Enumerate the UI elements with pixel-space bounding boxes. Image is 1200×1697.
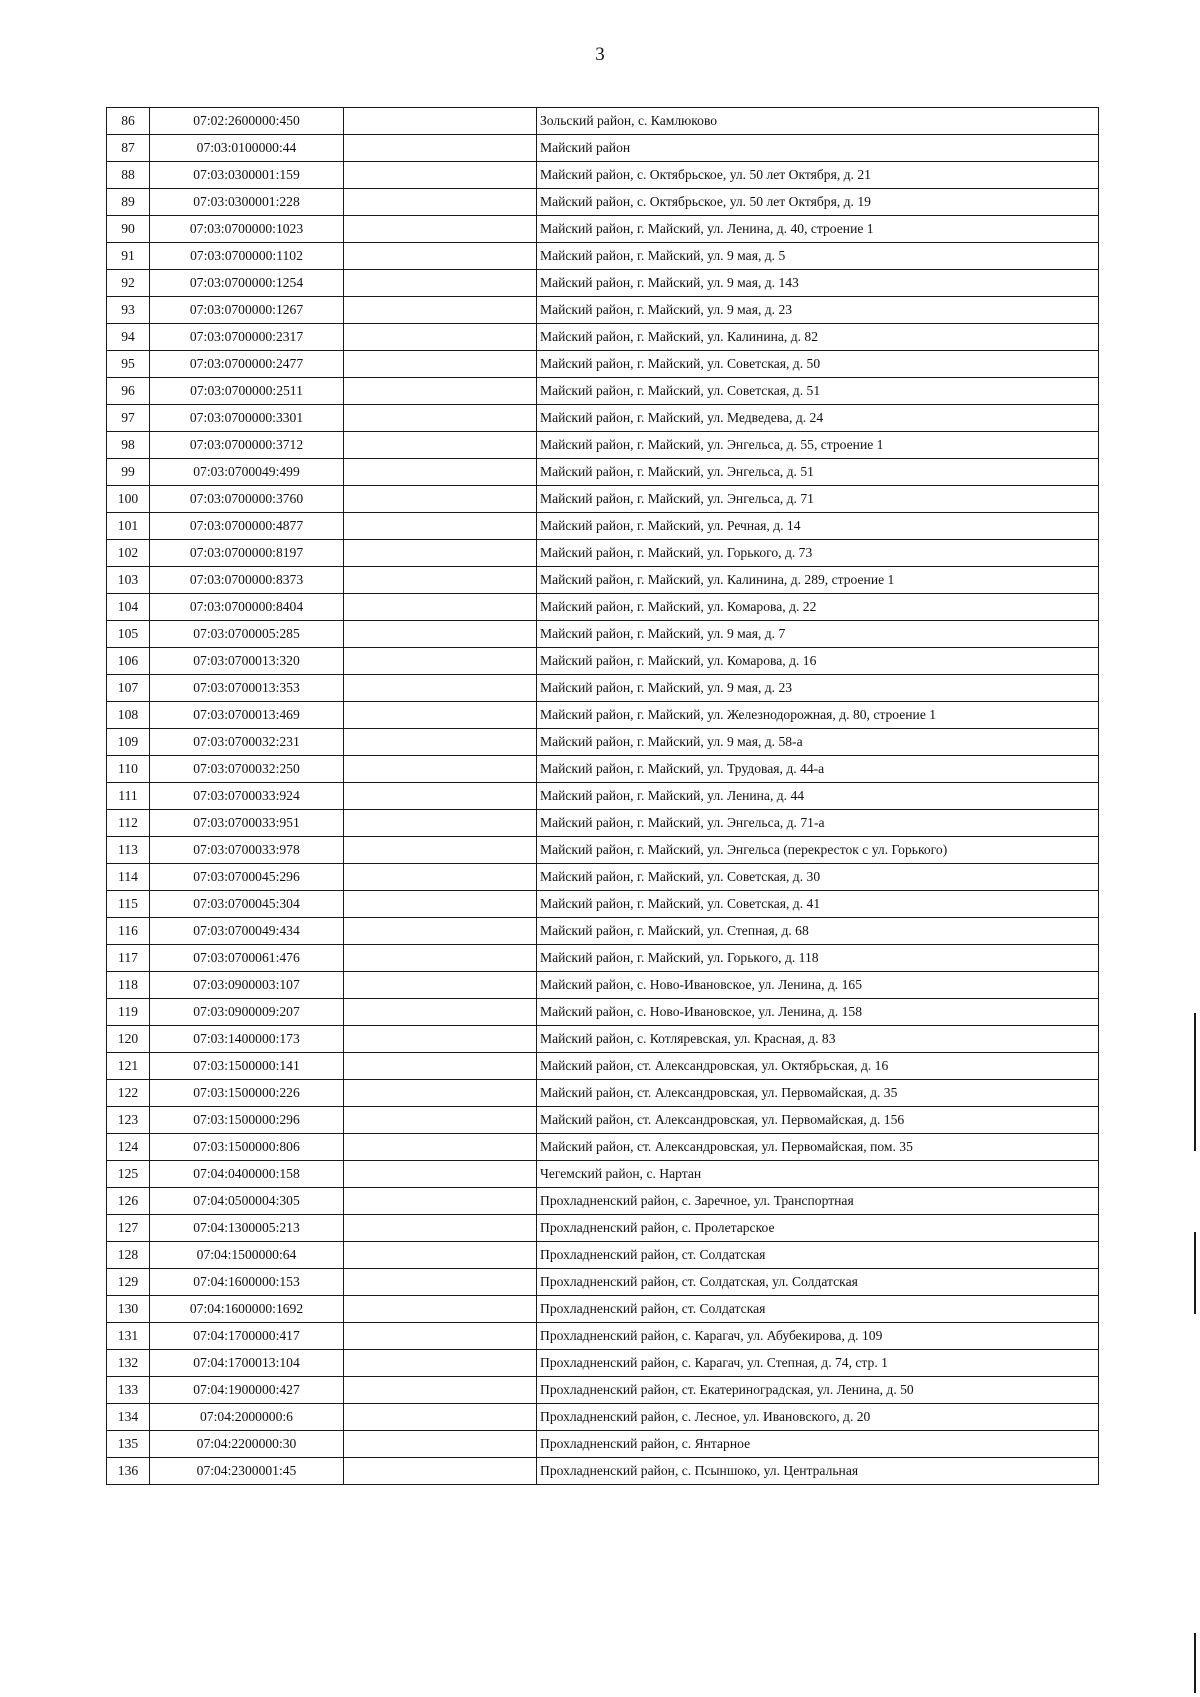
cadastral-number-cell: 07:03:0700000:3301	[150, 405, 344, 432]
address-cell: Майский район, г. Майский, ул. Энгельса, д. 51	[537, 459, 1099, 486]
address-cell: Майский район, г. Майский, ул. Ленина, д. 40, строение 1	[537, 216, 1099, 243]
table-row	[107, 621, 1099, 648]
address-cell: Майский район, г. Майский, ул. Степная, д. 68	[537, 918, 1099, 945]
cadastral-number-cell: 07:03:0700049:434	[150, 918, 344, 945]
cadastral-number-cell: 07:02:2600000:450	[150, 108, 344, 135]
empty-cell	[344, 810, 537, 837]
table-row	[107, 1026, 1099, 1053]
empty-cell	[344, 189, 537, 216]
address-cell: Майский район, с. Ново-Ивановское, ул. Ленина, д. 158	[537, 999, 1099, 1026]
row-number-cell: 123	[107, 1107, 150, 1134]
address-cell: Майский район, ст. Александровская, ул. Первомайская, д. 156	[537, 1107, 1099, 1134]
empty-cell	[344, 837, 537, 864]
cadastral-number-cell: 07:04:1900000:427	[150, 1377, 344, 1404]
cadastral-number-cell: 07:03:0700000:2477	[150, 351, 344, 378]
empty-cell	[344, 135, 537, 162]
row-number-cell: 102	[107, 540, 150, 567]
registry-table-body	[107, 108, 1099, 1485]
row-number-cell: 115	[107, 891, 150, 918]
address-cell: Майский район, г. Майский, ул. 9 мая, д. 23	[537, 297, 1099, 324]
address-cell: Майский район, г. Майский, ул. 9 мая, д. 5	[537, 243, 1099, 270]
address-cell: Майский район, г. Майский, ул. Калинина, д. 289, строение 1	[537, 567, 1099, 594]
cadastral-number-cell: 07:04:2000000:6	[150, 1404, 344, 1431]
cadastral-number-cell: 07:03:1500000:806	[150, 1134, 344, 1161]
empty-cell	[344, 1323, 537, 1350]
scan-artifact-line	[1194, 1633, 1196, 1693]
row-number-cell: 130	[107, 1296, 150, 1323]
empty-cell	[344, 513, 537, 540]
table-row	[107, 1080, 1099, 1107]
table-row	[107, 918, 1099, 945]
cadastral-number-cell: 07:03:1400000:173	[150, 1026, 344, 1053]
address-cell: Майский район, г. Майский, ул. Энгельса, д. 71	[537, 486, 1099, 513]
empty-cell	[344, 918, 537, 945]
address-cell: Майский район, г. Майский, ул. Калинина, д. 82	[537, 324, 1099, 351]
empty-cell	[344, 1107, 537, 1134]
empty-cell	[344, 567, 537, 594]
cadastral-number-cell: 07:03:0300001:159	[150, 162, 344, 189]
address-cell: Прохладненский район, с. Карагач, ул. Абубекирова, д. 109	[537, 1323, 1099, 1350]
empty-cell	[344, 351, 537, 378]
page-number: 3	[595, 44, 605, 65]
table-row	[107, 216, 1099, 243]
row-number-cell: 116	[107, 918, 150, 945]
table-row	[107, 729, 1099, 756]
row-number-cell: 120	[107, 1026, 150, 1053]
address-cell: Прохладненский район, с. Янтарное	[537, 1431, 1099, 1458]
row-number-cell: 89	[107, 189, 150, 216]
address-cell: Майский район, г. Майский, ул. 9 мая, д. 23	[537, 675, 1099, 702]
table-row	[107, 1458, 1099, 1485]
empty-cell	[344, 486, 537, 513]
empty-cell	[344, 297, 537, 324]
address-cell: Майский район, г. Майский, ул. Ленина, д. 44	[537, 783, 1099, 810]
row-number-cell: 131	[107, 1323, 150, 1350]
row-number-cell: 119	[107, 999, 150, 1026]
address-cell: Майский район, г. Майский, ул. Медведева, д. 24	[537, 405, 1099, 432]
row-number-cell: 101	[107, 513, 150, 540]
table-row	[107, 297, 1099, 324]
address-cell: Майский район, г. Майский, ул. Трудовая, д. 44-а	[537, 756, 1099, 783]
table-row	[107, 972, 1099, 999]
empty-cell	[344, 1458, 537, 1485]
cadastral-number-cell: 07:03:0700033:951	[150, 810, 344, 837]
row-number-cell: 126	[107, 1188, 150, 1215]
cadastral-number-cell: 07:03:0700061:476	[150, 945, 344, 972]
address-cell: Майский район, г. Майский, ул. 9 мая, д. 58-а	[537, 729, 1099, 756]
address-cell: Майский район, ст. Александровская, ул. Первомайская, д. 35	[537, 1080, 1099, 1107]
row-number-cell: 121	[107, 1053, 150, 1080]
empty-cell	[344, 108, 537, 135]
table-row	[107, 432, 1099, 459]
cadastral-number-cell: 07:03:0700013:353	[150, 675, 344, 702]
empty-cell	[344, 972, 537, 999]
address-cell: Майский район, г. Майский, ул. Комарова, д. 16	[537, 648, 1099, 675]
table-row	[107, 702, 1099, 729]
row-number-cell: 136	[107, 1458, 150, 1485]
empty-cell	[344, 756, 537, 783]
address-cell: Прохладненский район, с. Карагач, ул. Степная, д. 74, стр. 1	[537, 1350, 1099, 1377]
empty-cell	[344, 1188, 537, 1215]
row-number-cell: 111	[107, 783, 150, 810]
row-number-cell: 132	[107, 1350, 150, 1377]
table-row	[107, 891, 1099, 918]
cadastral-number-cell: 07:04:1700000:417	[150, 1323, 344, 1350]
cadastral-number-cell: 07:03:0700000:3712	[150, 432, 344, 459]
empty-cell	[344, 1269, 537, 1296]
address-cell: Прохладненский район, ст. Екатериноградская, ул. Ленина, д. 50	[537, 1377, 1099, 1404]
cadastral-number-cell: 07:03:0700032:231	[150, 729, 344, 756]
address-cell: Майский район, г. Майский, ул. 9 мая, д. 143	[537, 270, 1099, 297]
table-row	[107, 756, 1099, 783]
address-cell: Прохладненский район, с. Псыншоко, ул. Центральная	[537, 1458, 1099, 1485]
address-cell: Майский район, г. Майский, ул. Железнодорожная, д. 80, строение 1	[537, 702, 1099, 729]
cadastral-number-cell: 07:03:1500000:296	[150, 1107, 344, 1134]
empty-cell	[344, 1080, 537, 1107]
empty-cell	[344, 270, 537, 297]
empty-cell	[344, 1242, 537, 1269]
address-cell: Майский район, г. Майский, ул. Советская, д. 41	[537, 891, 1099, 918]
cadastral-number-cell: 07:03:1500000:141	[150, 1053, 344, 1080]
row-number-cell: 105	[107, 621, 150, 648]
cadastral-number-cell: 07:03:0700033:924	[150, 783, 344, 810]
empty-cell	[344, 1377, 537, 1404]
cadastral-number-cell: 07:03:1500000:226	[150, 1080, 344, 1107]
cadastral-number-cell: 07:03:0700005:285	[150, 621, 344, 648]
row-number-cell: 90	[107, 216, 150, 243]
empty-cell	[344, 1296, 537, 1323]
table-row	[107, 1242, 1099, 1269]
cadastral-number-cell: 07:04:1700013:104	[150, 1350, 344, 1377]
row-number-cell: 94	[107, 324, 150, 351]
row-number-cell: 133	[107, 1377, 150, 1404]
row-number-cell: 134	[107, 1404, 150, 1431]
cadastral-number-cell: 07:04:1600000:1692	[150, 1296, 344, 1323]
cadastral-number-cell: 07:03:0700000:1254	[150, 270, 344, 297]
address-cell: Прохладненский район, с. Заречное, ул. Транспортная	[537, 1188, 1099, 1215]
empty-cell	[344, 729, 537, 756]
cadastral-number-cell: 07:03:0700049:499	[150, 459, 344, 486]
row-number-cell: 117	[107, 945, 150, 972]
cadastral-number-cell: 07:04:0400000:158	[150, 1161, 344, 1188]
cadastral-number-cell: 07:03:0300001:228	[150, 189, 344, 216]
address-cell: Майский район, г. Майский, ул. Речная, д. 14	[537, 513, 1099, 540]
address-cell: Прохладненский район, ст. Солдатская	[537, 1242, 1099, 1269]
row-number-cell: 100	[107, 486, 150, 513]
address-cell: Майский район, г. Майский, ул. Энгельса, д. 71-а	[537, 810, 1099, 837]
empty-cell	[344, 540, 537, 567]
cadastral-number-cell: 07:04:1600000:153	[150, 1269, 344, 1296]
cadastral-number-cell: 07:03:0900003:107	[150, 972, 344, 999]
table-row	[107, 783, 1099, 810]
row-number-cell: 114	[107, 864, 150, 891]
row-number-cell: 112	[107, 810, 150, 837]
table-row	[107, 1134, 1099, 1161]
cadastral-number-cell: 07:03:0700000:8404	[150, 594, 344, 621]
table-row	[107, 1404, 1099, 1431]
row-number-cell: 110	[107, 756, 150, 783]
empty-cell	[344, 945, 537, 972]
row-number-cell: 97	[107, 405, 150, 432]
table-row	[107, 567, 1099, 594]
table-row	[107, 648, 1099, 675]
row-number-cell: 88	[107, 162, 150, 189]
empty-cell	[344, 1350, 537, 1377]
empty-cell	[344, 675, 537, 702]
cadastral-number-cell: 07:03:0700013:469	[150, 702, 344, 729]
table-row	[107, 1188, 1099, 1215]
table-row	[107, 945, 1099, 972]
row-number-cell: 91	[107, 243, 150, 270]
empty-cell	[344, 891, 537, 918]
address-cell: Майский район, г. Майский, ул. Комарова, д. 22	[537, 594, 1099, 621]
address-cell: Прохладненский район, ст. Солдатская, ул. Солдатская	[537, 1269, 1099, 1296]
table-row	[107, 1323, 1099, 1350]
table-row	[107, 351, 1099, 378]
row-number-cell: 104	[107, 594, 150, 621]
row-number-cell: 106	[107, 648, 150, 675]
address-cell: Майский район, г. Майский, ул. Советская, д. 50	[537, 351, 1099, 378]
empty-cell	[344, 378, 537, 405]
row-number-cell: 129	[107, 1269, 150, 1296]
cadastral-number-cell: 07:04:2300001:45	[150, 1458, 344, 1485]
row-number-cell: 113	[107, 837, 150, 864]
row-number-cell: 93	[107, 297, 150, 324]
empty-cell	[344, 1134, 537, 1161]
row-number-cell: 127	[107, 1215, 150, 1242]
cadastral-number-cell: 07:03:0700000:2511	[150, 378, 344, 405]
table-row	[107, 1296, 1099, 1323]
empty-cell	[344, 432, 537, 459]
row-number-cell: 98	[107, 432, 150, 459]
row-number-cell: 96	[107, 378, 150, 405]
empty-cell	[344, 1404, 537, 1431]
cadastral-number-cell: 07:03:0700000:2317	[150, 324, 344, 351]
address-cell: Майский район, с. Ново-Ивановское, ул. Ленина, д. 165	[537, 972, 1099, 999]
address-cell: Прохладненский район, с. Пролетарское	[537, 1215, 1099, 1242]
cadastral-number-cell: 07:03:0700045:304	[150, 891, 344, 918]
table-row	[107, 324, 1099, 351]
scan-artifact-line	[1194, 1013, 1196, 1151]
table-row	[107, 270, 1099, 297]
address-cell: Майский район, с. Октябрьское, ул. 50 лет Октября, д. 19	[537, 189, 1099, 216]
row-number-cell: 95	[107, 351, 150, 378]
row-number-cell: 124	[107, 1134, 150, 1161]
table-row	[107, 486, 1099, 513]
table-row	[107, 864, 1099, 891]
address-cell: Майский район, г. Майский, ул. 9 мая, д. 7	[537, 621, 1099, 648]
table-row	[107, 189, 1099, 216]
empty-cell	[344, 459, 537, 486]
row-number-cell: 99	[107, 459, 150, 486]
row-number-cell: 118	[107, 972, 150, 999]
address-cell: Чегемский район, с. Нартан	[537, 1161, 1099, 1188]
empty-cell	[344, 783, 537, 810]
address-cell: Майский район, г. Майский, ул. Советская, д. 30	[537, 864, 1099, 891]
empty-cell	[344, 162, 537, 189]
table-row	[107, 1215, 1099, 1242]
table-row	[107, 1161, 1099, 1188]
row-number-cell: 107	[107, 675, 150, 702]
cadastral-number-cell: 07:03:0700000:8197	[150, 540, 344, 567]
cadastral-number-cell: 07:04:2200000:30	[150, 1431, 344, 1458]
row-number-cell: 92	[107, 270, 150, 297]
table-row	[107, 162, 1099, 189]
empty-cell	[344, 1161, 537, 1188]
table-row	[107, 1053, 1099, 1080]
table-row	[107, 1350, 1099, 1377]
cadastral-number-cell: 07:03:0700013:320	[150, 648, 344, 675]
address-cell: Майский район, г. Майский, ул. Энгельса (перекресток с ул. Горького)	[537, 837, 1099, 864]
address-cell: Прохладненский район, ст. Солдатская	[537, 1296, 1099, 1323]
table-row	[107, 1107, 1099, 1134]
empty-cell	[344, 864, 537, 891]
cadastral-number-cell: 07:04:1500000:64	[150, 1242, 344, 1269]
address-cell: Майский район, г. Майский, ул. Горького, д. 73	[537, 540, 1099, 567]
address-cell: Зольский район, с. Камлюково	[537, 108, 1099, 135]
cadastral-number-cell: 07:03:0700045:296	[150, 864, 344, 891]
address-cell: Майский район, г. Майский, ул. Энгельса, д. 55, строение 1	[537, 432, 1099, 459]
row-number-cell: 128	[107, 1242, 150, 1269]
address-cell: Майский район, с. Октябрьское, ул. 50 лет Октября, д. 21	[537, 162, 1099, 189]
cadastral-number-cell: 07:03:0700032:250	[150, 756, 344, 783]
empty-cell	[344, 999, 537, 1026]
address-cell: Майский район, ст. Александровская, ул. Первомайская, пом. 35	[537, 1134, 1099, 1161]
row-number-cell: 103	[107, 567, 150, 594]
row-number-cell: 109	[107, 729, 150, 756]
empty-cell	[344, 324, 537, 351]
cadastral-number-cell: 07:03:0700000:1102	[150, 243, 344, 270]
row-number-cell: 125	[107, 1161, 150, 1188]
cadastral-number-cell: 07:03:0900009:207	[150, 999, 344, 1026]
table-row	[107, 837, 1099, 864]
table-row	[107, 135, 1099, 162]
empty-cell	[344, 648, 537, 675]
table-row	[107, 108, 1099, 135]
address-cell: Майский район, ст. Александровская, ул. Октябрьская, д. 16	[537, 1053, 1099, 1080]
table-row	[107, 405, 1099, 432]
row-number-cell: 87	[107, 135, 150, 162]
table-row	[107, 243, 1099, 270]
row-number-cell: 108	[107, 702, 150, 729]
cadastral-number-cell: 07:04:0500004:305	[150, 1188, 344, 1215]
row-number-cell: 86	[107, 108, 150, 135]
cadastral-number-cell: 07:03:0700033:978	[150, 837, 344, 864]
address-cell: Майский район, г. Майский, ул. Горького, д. 118	[537, 945, 1099, 972]
address-cell: Майский район, с. Котляревская, ул. Красная, д. 83	[537, 1026, 1099, 1053]
registry-table	[106, 107, 1099, 1485]
scan-artifact-line	[1194, 1232, 1196, 1314]
table-row	[107, 1377, 1099, 1404]
cadastral-number-cell: 07:04:1300005:213	[150, 1215, 344, 1242]
address-cell: Прохладненский район, с. Лесное, ул. Ивановского, д. 20	[537, 1404, 1099, 1431]
cadastral-number-cell: 07:03:0700000:1267	[150, 297, 344, 324]
empty-cell	[344, 1431, 537, 1458]
empty-cell	[344, 1026, 537, 1053]
table-row	[107, 810, 1099, 837]
table-row	[107, 1269, 1099, 1296]
table-row	[107, 999, 1099, 1026]
table-row	[107, 459, 1099, 486]
empty-cell	[344, 702, 537, 729]
address-cell: Майский район	[537, 135, 1099, 162]
empty-cell	[344, 621, 537, 648]
address-cell: Майский район, г. Майский, ул. Советская, д. 51	[537, 378, 1099, 405]
empty-cell	[344, 594, 537, 621]
empty-cell	[344, 243, 537, 270]
cadastral-number-cell: 07:03:0100000:44	[150, 135, 344, 162]
empty-cell	[344, 1215, 537, 1242]
table-row	[107, 540, 1099, 567]
empty-cell	[344, 405, 537, 432]
table-row	[107, 594, 1099, 621]
cadastral-number-cell: 07:03:0700000:8373	[150, 567, 344, 594]
row-number-cell: 135	[107, 1431, 150, 1458]
table-row	[107, 1431, 1099, 1458]
empty-cell	[344, 216, 537, 243]
table-row	[107, 513, 1099, 540]
empty-cell	[344, 1053, 537, 1080]
table-row	[107, 675, 1099, 702]
cadastral-number-cell: 07:03:0700000:1023	[150, 216, 344, 243]
cadastral-number-cell: 07:03:0700000:3760	[150, 486, 344, 513]
row-number-cell: 122	[107, 1080, 150, 1107]
cadastral-number-cell: 07:03:0700000:4877	[150, 513, 344, 540]
table-row	[107, 378, 1099, 405]
